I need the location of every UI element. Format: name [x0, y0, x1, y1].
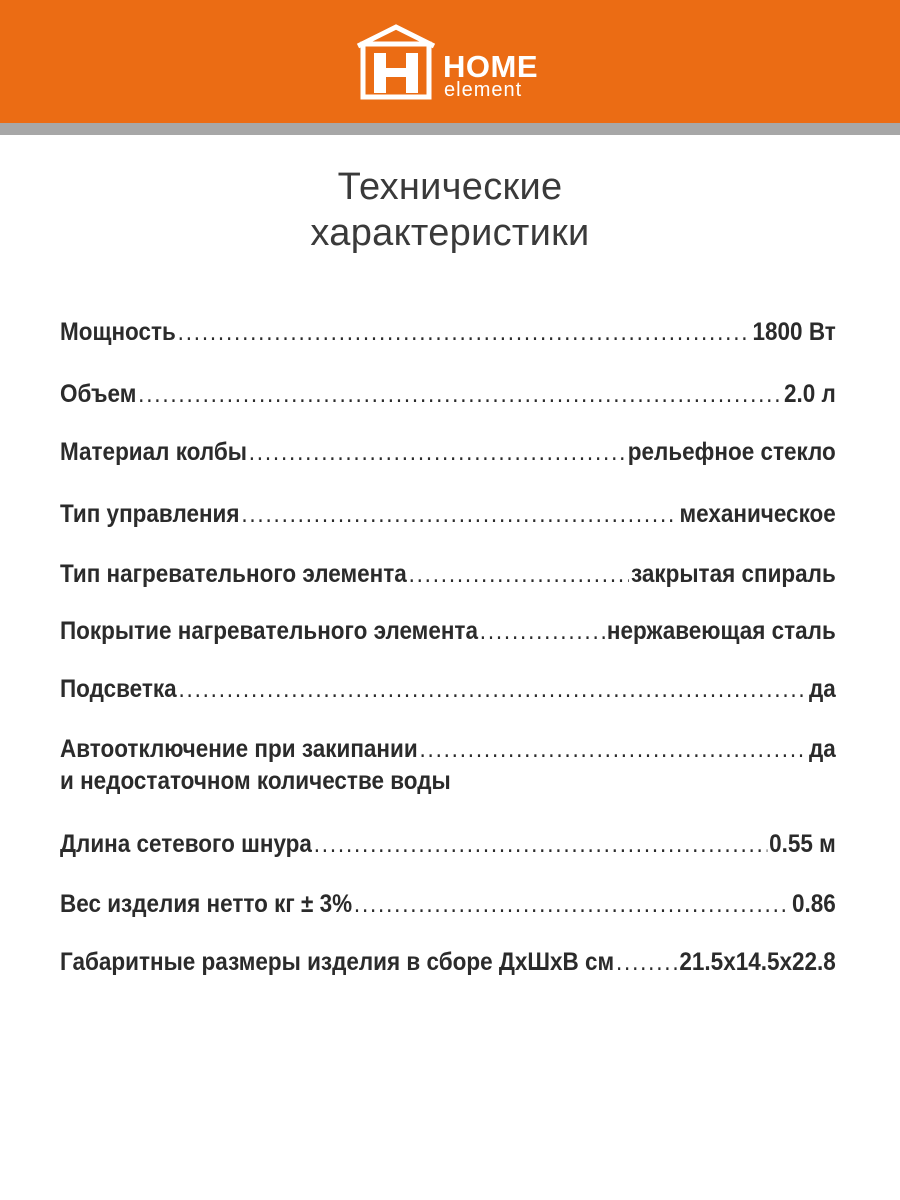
spec-label: Вес изделия нетто кг ± 3% — [60, 890, 353, 918]
spec-label: Тип управления — [60, 500, 240, 528]
brand-logo — [356, 24, 556, 100]
dot-leader — [241, 500, 677, 529]
spec-row — [60, 948, 836, 988]
spec-row — [60, 380, 836, 420]
spec-row — [60, 617, 836, 657]
spec-value: 21.5x14.5x22.8 — [679, 948, 836, 976]
spec-label: Габаритные размеры изделия в сборе ДхШхВ см — [60, 948, 615, 976]
header-stripe — [0, 123, 900, 135]
page-title — [0, 164, 900, 256]
spec-label: Длина сетевого шнура — [60, 830, 312, 858]
spec-value: механическое — [679, 500, 836, 528]
spec-label: Подсветка — [60, 675, 177, 703]
title-line-1: Технические — [337, 166, 563, 208]
spec-value: закрытая спираль — [630, 560, 836, 588]
spec-row — [60, 675, 836, 715]
spec-label: Автоотключение при закипании — [60, 735, 418, 763]
header-bar — [0, 0, 900, 123]
spec-value: 2.0 л — [783, 380, 836, 408]
spec-value: да — [808, 675, 836, 703]
title-line-2: характеристики — [310, 212, 590, 254]
spec-value: да — [808, 735, 836, 763]
spec-label: Покрытие нагревательного элемента — [60, 617, 478, 645]
dot-leader — [178, 675, 807, 704]
spec-sublabel: и недостаточном количестве воды — [60, 767, 451, 795]
spec-value: 0.86 — [791, 890, 836, 918]
dot-leader — [480, 617, 605, 646]
dot-leader — [314, 830, 768, 859]
spec-value: 1800 Вт — [752, 318, 836, 346]
spec-row — [60, 560, 836, 600]
spec-row — [60, 438, 836, 478]
spec-value: 0.55 м — [769, 830, 836, 858]
dot-leader — [138, 380, 782, 409]
spec-label: Тип нагревательного элемента — [60, 560, 407, 588]
dot-leader — [249, 438, 626, 467]
spec-label: Объем — [60, 380, 137, 408]
brand-name-home: HOME — [443, 49, 538, 84]
dot-leader — [616, 948, 678, 977]
spec-row — [60, 890, 836, 930]
spec-value: нержавеющая сталь — [606, 617, 836, 645]
dot-leader — [419, 735, 807, 764]
spec-row — [60, 830, 836, 870]
spec-value: рельефное стекло — [627, 438, 836, 466]
house-h-icon — [356, 24, 436, 100]
spec-label: Мощность — [60, 318, 176, 346]
brand-name-element: element — [444, 79, 523, 101]
dot-leader — [409, 560, 630, 589]
dot-leader — [178, 318, 751, 347]
spec-row — [60, 318, 836, 358]
dot-leader — [354, 890, 790, 919]
spec-label: Материал колбы — [60, 438, 247, 466]
spec-row — [60, 500, 836, 540]
